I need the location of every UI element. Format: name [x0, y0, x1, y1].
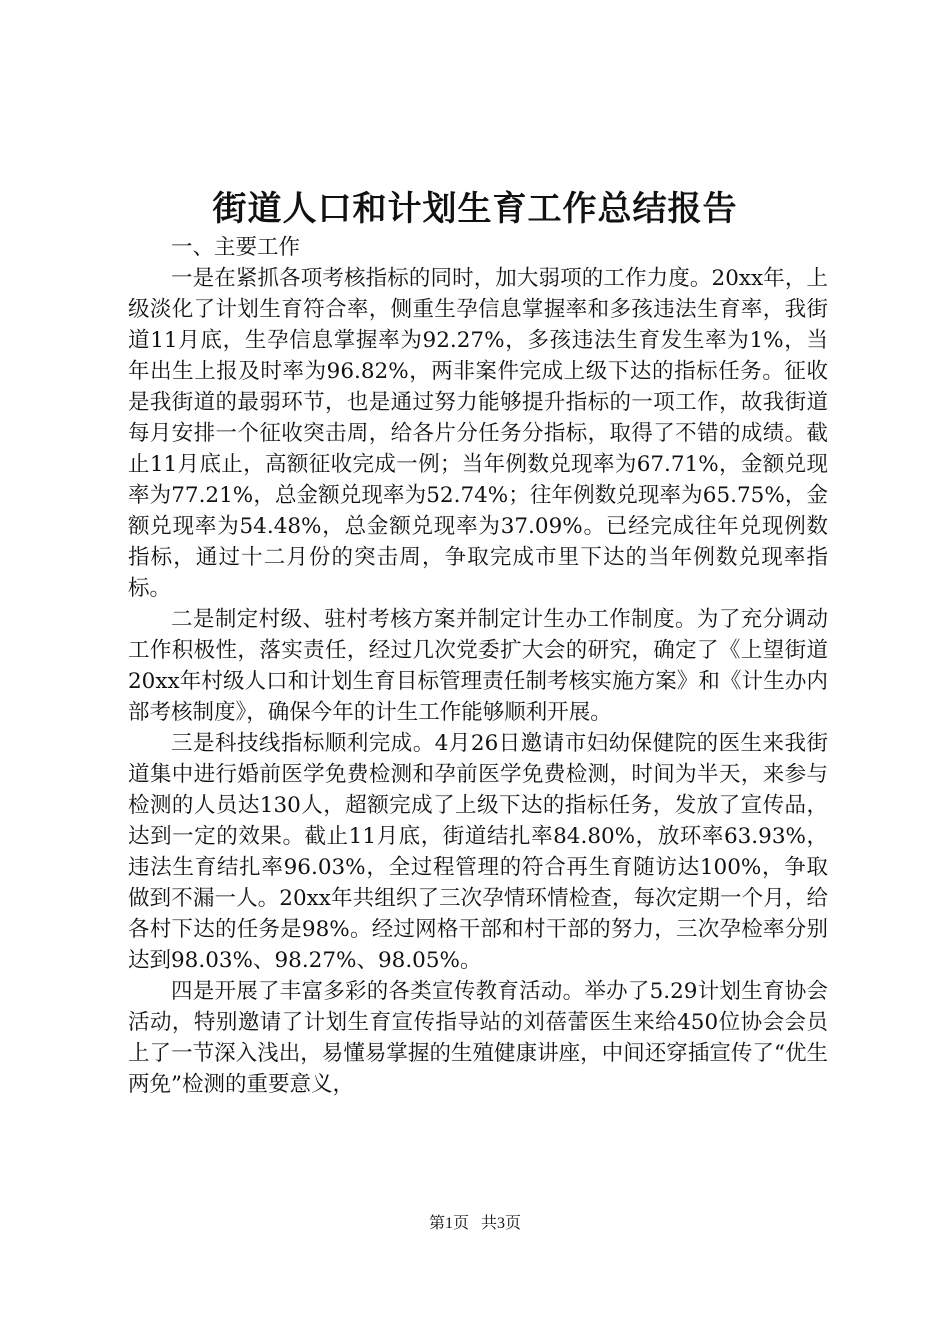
paragraph-4: 四是开展了丰富多彩的各类宣传教育活动。举办了5.29计划生育协会活动，特别邀请了计划生育宣传指导站的刘蓓蕾医生来给450位协会会员上了一节深入浅出，易懂易掌握的生殖健康讲座，中间还穿插宣传了“优生两免”检测的重要意义，: [128, 979, 828, 1097]
paragraph-3: 三是科技线指标顺利完成。4月26日邀请市妇幼保健院的医生来我街道集中进行婚前医学免费检测和孕前医学免费检测，时间为半天，来参与检测的人员达130人，超额完成了上级下达的指标任务，发放了宣传品，达到一定的效果。截止11月底，街道结扎率84.80%，放环率63.93%，违法生育结扎率96.03%，全过程管理的符合再生育随访达100%，争取做到不漏一人。20xx年共组织了三次孕情环情检查，每次定期一个月，给各村下达的任务是98%。经过网格干部和村干部的努力，三次孕检率分别达到98.03%、98.27%、98.05%。: [128, 731, 828, 973]
document-body: [128, 232, 828, 1100]
paragraph-2: 二是制定村级、驻村考核方案并制定计生办工作制度。为了充分调动工作积极性，落实责任，经过几次党委扩大会的研究，确定了《上望街道20xx年村级人口和计划生育目标管理责任制考核实施方案》和《计生办内部考核制度》，确保今年的计生工作能够顺利开展。: [128, 607, 828, 725]
paragraph-1: 一是在紧抓各项考核指标的同时，加大弱项的工作力度。20xx年，上级淡化了计划生育符合率，侧重生孕信息掌握率和多孩违法生育率，我街道11月底，生孕信息掌握率为92.27%，多孩违法生育发生率为1%，当年出生上报及时率为96.82%，两非案件完成上级下达的指标任务。征收是我街道的最弱环节，也是通过努力能够提升指标的一项工作，故我街道每月安排一个征收突击周，给各片分任务分指标，取得了不错的成绩。截止11月底止，高额征收完成一例；当年例数兑现率为67.71%，金额兑现率为77.21%，总金额兑现率为52.74%；往年例数兑现率为65.75%，金额兑现率为54.48%，总金额兑现率为37.09%。已经完成往年兑现例数指标，通过十二月份的突击周，争取完成市里下达的当年例数兑现率指标。: [128, 266, 828, 601]
section-heading: 一、主要工作: [171, 235, 301, 260]
page-number: 第1页: [428, 1215, 469, 1232]
page-total: 共3页: [481, 1215, 522, 1232]
page-footer: [0, 1210, 950, 1233]
document-title: 街道人口和计划生育工作总结报告: [212, 189, 738, 229]
